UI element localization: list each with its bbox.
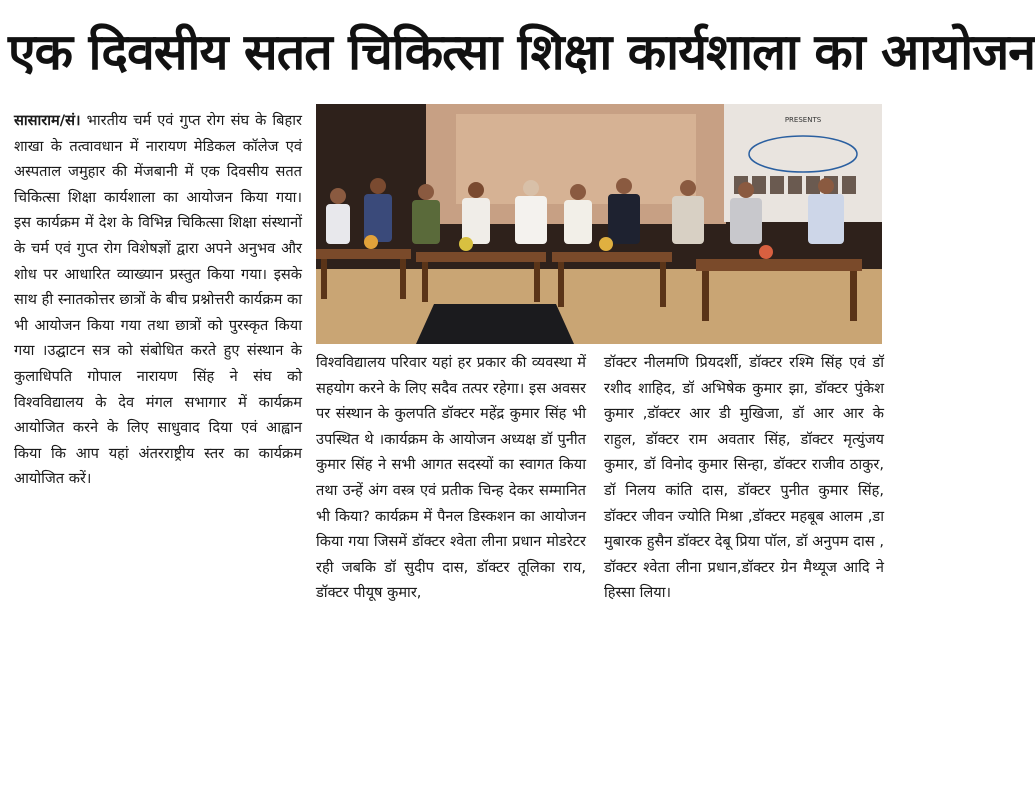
article-column-left (14, 108, 302, 798)
speaker-box (416, 304, 574, 344)
stage-illustration (316, 104, 882, 344)
article-column-right: डॉक्टर नीलमणि प्रियदर्शी, डॉक्टर रश्मि सिंह एवं डॉ रशीद शाहिद, डॉ अभिषेक कुमार झा, डॉक्टर पुंकेश कुमार ,डॉक्टर आर डी मुखिजा, डॉ आर आर के राहुल, डॉक्टर राम अवतार सिंह, डॉक्टर मृत्युंजय कुमार, डॉ विनोद कुमार सिन्हा, डॉक्टर राजीव ठाकुर, डॉ निलय कांति दास, डॉक्टर पुनीत कुमार सिंह, डॉक्टर जीवन ज्योति मिश्रा ,डॉक्टर महबूब आलम ,डा मुबारक हुसैन डॉक्टर देबू प्रिया पॉल, डॉ अनुपम दास , डॉक्टर श्वेता लीना प्रधान,डॉक्टर ग्रेन मैथ्यूज आदि ने हिस्सा लिया। (604, 354, 884, 602)
screen-banner-text: PRESENTS (784, 116, 822, 124)
headline: एक दिवसीय सतत चिकित्सा शिक्षा कार्यशाला का आयोजन (8, 23, 1035, 81)
article-column-middle: विश्वविद्यालय परिवार यहां हर प्रकार की व्यवस्था में सहयोग करने के लिए सदैव तत्पर रहेगा। इस अवसर पर संस्थान के कुलपति डॉक्टर महेंद्र कुमार सिंह भी उपस्थित थे ।कार्यक्रम के आयोजन अध्यक्ष डॉ पुनीत कुमार सिंह ने सभी आगत सदस्यों का स्वागत किया तथा उन्हें अंग वस्त्र एवं प्रतीक चिन्ह देकर सम्मानित भी किया? कार्यक्रम में पैनल डिस्कशन का आयोजन किया गया जिसमें डॉक्टर श्वेता लीना प्रधान मोडरेटर रही जबकि डॉ सुदीप दास, डॉक्टर तूलिका राय, डॉक्टर पीयूष कुमार, (316, 354, 586, 602)
dateline: सासाराम/सं। (14, 112, 81, 129)
event-photo (316, 104, 882, 344)
article-text-left: भारतीय चर्म एवं गुप्त रोग संघ के बिहार शाखा के तत्वावधान में नारायण मेडिकल कॉलेज एवं अस्पताल जमुहार की मेंजबानी में एक दिवसीय सतत चिकित्सा शिक्षा कार्यशाला का आयोजन किया गया। इस कार्यक्रम में देश के विभिन्न चिकित्सा शिक्षा संस्थानों के चर्म एवं गुप्त रोग विशेषज्ञों द्वारा अपने अनुभव और शोध पर आधारित व्याख्यान प्रस्तुत किया गया। इसके साथ ही स्नातकोत्तर छात्रों के बीच प्रश्नोत्तरी कार्यक्रम का भी आयोजन किया गया तथा छात्रों को पुरस्कृत किया गया ।उद्घाटन सत्र को संबोधित करते हुए संस्थान के कुलाधिपति गोपाल नारायण सिंह ने संघ को विश्वविद्यालय के देव मंगल सभागार में कार्यक्रम आयोजित करने के लिए साधुवाद दिया एवं आह्वान किया कि आप यहां अंतरराष्ट्रीय स्तर का कार्यक्रम आयोजित करें। (14, 112, 303, 488)
